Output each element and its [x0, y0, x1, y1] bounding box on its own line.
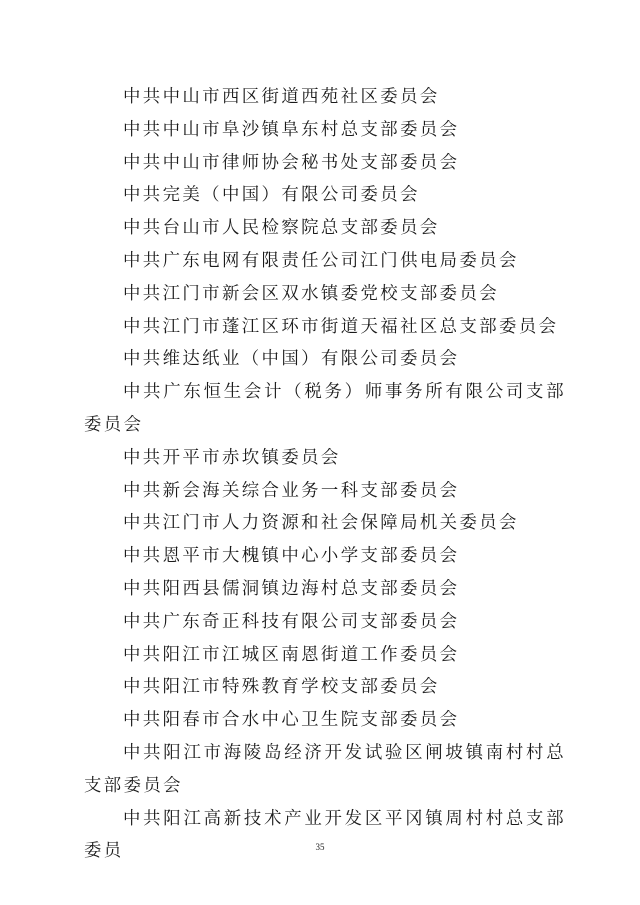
list-item: 中共维达纸业（中国）有限公司委员会 [123, 349, 460, 370]
list-item: 中共中山市阜沙镇阜东村总支部委员会 [123, 119, 460, 140]
list-item: 中共阳江市江城区南恩街道工作委员会 [123, 644, 460, 665]
list-item: 中共中山市西区街道西苑社区委员会 [123, 87, 440, 107]
list-item: 中共阳江市海陵岛经济开发试验区闸坡镇南村村总支部委员会 [84, 742, 566, 796]
list-item: 中共阳春市合水中心卫生院支部委员会 [123, 710, 460, 731]
list-item: 中共江门市蓬江区环市街道天福社区总支部委员会 [123, 316, 559, 337]
committee-list [84, 81, 566, 868]
list-item: 中共中山市律师协会秘书处支部委员会 [123, 152, 460, 173]
list-item: 中共阳江市特殊教育学校支部委员会 [123, 677, 440, 698]
list-item: 中共广东恒生会计（税务）师事务所有限公司支部委员会 [84, 382, 566, 435]
page-number: 35 [315, 842, 325, 852]
list-item: 中共江门市人力资源和社会保障局机关委员会 [123, 513, 519, 534]
list-item: 中共台山市人民检察院总支部委员会 [123, 218, 440, 239]
list-item: 中共完美（中国）有限公司委员会 [123, 185, 420, 206]
list-item: 中共阳西县儒洞镇边海村总支部委员会 [123, 578, 460, 599]
list-item: 中共新会海关综合业务一科支部委员会 [123, 480, 460, 501]
list-item: 中共开平市赤坎镇委员会 [123, 447, 341, 468]
list-item: 中共阳江高新技术产业开发区平冈镇周村村总支部委员 [84, 808, 566, 862]
list-item: 中共江门市新会区双水镇委党校支部委员会 [123, 283, 500, 304]
list-item: 中共广东电网有限责任公司江门供电局委员会 [123, 250, 519, 271]
list-item: 中共恩平市大槐镇中心小学支部委员会 [123, 546, 460, 567]
list-item: 中共广东奇正科技有限公司支部委员会 [123, 611, 460, 632]
